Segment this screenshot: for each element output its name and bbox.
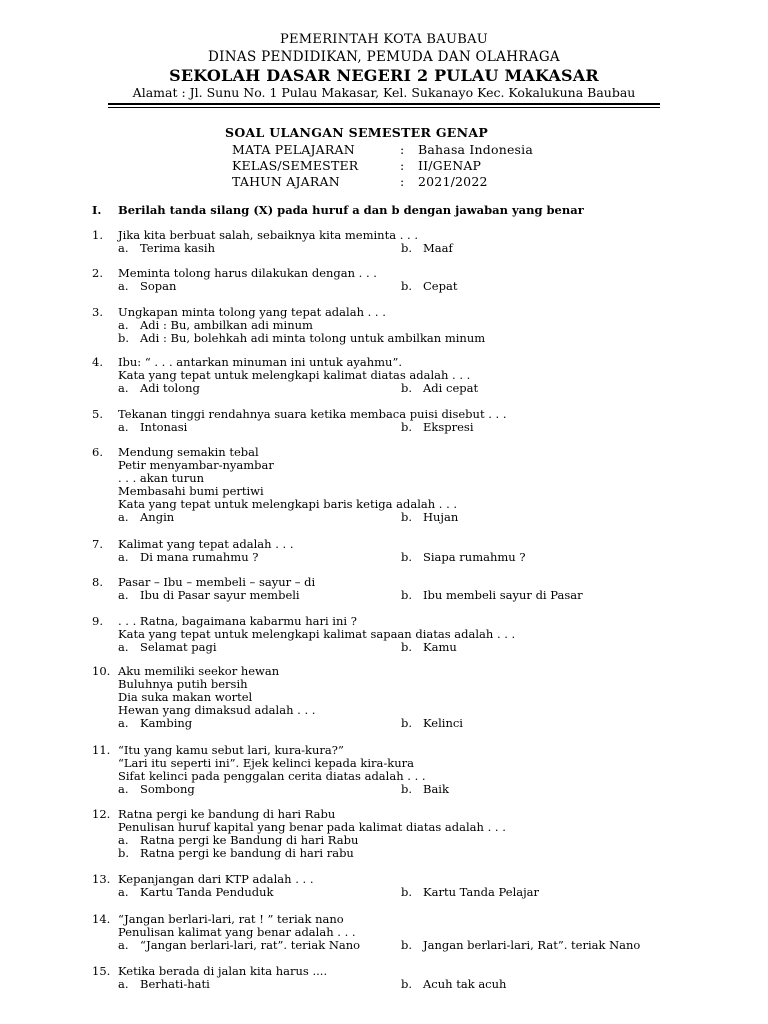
option-letter: b.: [401, 279, 413, 293]
section-number: I.: [92, 203, 102, 217]
option-letter: a.: [118, 420, 129, 434]
option-a-text: Adi : Bu, ambilkan adi minum: [140, 318, 313, 332]
option-letter: b.: [401, 420, 413, 434]
option-letter: b.: [118, 846, 130, 860]
option-b-text: Adi : Bu, bolehkah adi minta tolong untuk ambilkan minum: [140, 331, 486, 345]
option-b-text: Hujan: [423, 510, 459, 524]
option-letter: a.: [118, 885, 129, 899]
option-a-text: “Jangan berlari-lari, rat”. teriak Nano: [140, 938, 361, 952]
option-a-text: Kartu Tanda Penduduk: [140, 885, 274, 899]
question-text: Tekanan tinggi rendahnya suara ketika membaca puisi disebut . . .: [118, 407, 507, 421]
question-text: Ratna pergi ke bandung di hari Rabu: [118, 807, 336, 821]
option-b-text: Kartu Tanda Pelajar: [423, 885, 540, 899]
question-text: Aku memiliki seekor hewan: [118, 664, 280, 678]
option-letter: b.: [401, 381, 413, 395]
department-title: DINAS PENDIDIKAN, PEMUDA DAN OLAHRAGA: [208, 49, 560, 65]
option-letter: a.: [118, 833, 129, 847]
option-b-text: Baik: [423, 782, 449, 796]
question-text: Membasahi bumi pertiwi: [118, 484, 264, 498]
option-a-text: Ratna pergi ke Bandung di hari Rabu: [140, 833, 359, 847]
meta-row-class: [232, 158, 481, 173]
option-letter: a.: [118, 938, 129, 952]
meta-colon: :: [400, 142, 405, 157]
option-b-text: Jangan berlari-lari, Rat”. teriak Nano: [423, 938, 641, 952]
option-a-text: Intonasi: [140, 420, 188, 434]
option-b-text: Ibu membeli sayur di Pasar: [423, 588, 583, 602]
option-letter: b.: [401, 782, 413, 796]
question-text: Petir menyambar-nyambar: [118, 458, 274, 472]
option-b-text: Ratna pergi ke bandung di hari rabu: [140, 846, 354, 860]
question-number: 7.: [92, 537, 103, 551]
option-b-text: Kelinci: [423, 716, 463, 730]
government-title: PEMERINTAH KOTA BAUBAU: [279, 32, 489, 47]
meta-colon: :: [400, 174, 405, 189]
question-number: 1.: [92, 228, 103, 242]
question-number: 9.: [92, 614, 103, 628]
question-number: 6.: [92, 445, 103, 459]
option-b-text: Maaf: [423, 241, 453, 255]
option-letter: a.: [118, 510, 129, 524]
meta-colon: :: [400, 158, 405, 173]
option-letter: b.: [401, 588, 413, 602]
question-text: Kata yang tepat untuk melengkapi kalimat sapaan diatas adalah . . .: [118, 627, 516, 641]
option-letter: b.: [118, 331, 130, 345]
option-letter: a.: [118, 279, 129, 293]
question-number: 14.: [92, 912, 111, 926]
option-letter: a.: [118, 381, 129, 395]
school-address: Alamat : Jl. Sunu No. 1 Pulau Makasar, Kel. Sukanayo Kec. Kokalukuna Baubau: [132, 85, 636, 100]
question-text: Ketika berada di jalan kita harus ....: [118, 964, 328, 978]
option-letter: a.: [118, 318, 129, 332]
exam-title: SOAL ULANGAN SEMESTER GENAP: [225, 125, 489, 140]
option-b-text: Siapa rumahmu ?: [423, 550, 526, 564]
question-number: 3.: [92, 305, 103, 319]
question-number: 15.: [92, 964, 111, 978]
question-text: “Lari itu seperti ini”. Ejek kelinci kepada kira-kura: [118, 756, 415, 770]
question-number: 10.: [92, 664, 111, 678]
question-number: 8.: [92, 575, 103, 589]
option-a-text: Di mana rumahmu ?: [140, 550, 259, 564]
question-text: “Itu yang kamu sebut lari, kura-kura?”: [118, 743, 344, 757]
option-letter: b.: [401, 977, 413, 991]
question-number: 5.: [92, 407, 103, 421]
question-text: Ibu: “ . . . antarkan minuman ini untuk ayahmu”.: [118, 355, 402, 369]
option-letter: a.: [118, 241, 129, 255]
meta-value: 2021/2022: [418, 174, 488, 189]
question-number: 13.: [92, 872, 111, 886]
school-name: SEKOLAH DASAR NEGERI 2 PULAU MAKASAR: [169, 66, 599, 85]
option-a-text: Angin: [140, 510, 175, 524]
question-text: Jika kita berbuat salah, sebaiknya kita meminta . . .: [118, 228, 418, 242]
header-divider-thin: [108, 107, 660, 108]
question-text: Kalimat yang tepat adalah . . .: [118, 537, 294, 551]
question-number: 4.: [92, 355, 103, 369]
option-letter: a.: [118, 588, 129, 602]
option-b-text: Cepat: [423, 279, 458, 293]
option-letter: a.: [118, 782, 129, 796]
option-b-text: Ekspresi: [423, 420, 474, 434]
option-letter: b.: [401, 241, 413, 255]
question-text: . . . akan turun: [118, 471, 205, 485]
meta-key: KELAS/SEMESTER: [232, 158, 359, 173]
option-a-text: Selamat pagi: [140, 640, 217, 654]
option-letter: b.: [401, 938, 413, 952]
question-text: Kata yang tepat untuk melengkapi baris ketiga adalah . . .: [118, 497, 458, 511]
question-text: Hewan yang dimaksud adalah . . .: [118, 703, 316, 717]
meta-value: Bahasa Indonesia: [418, 142, 534, 157]
meta-key: MATA PELAJARAN: [232, 142, 355, 157]
question-number: 12.: [92, 807, 111, 821]
question-text: Ungkapan minta tolong yang tepat adalah . . .: [118, 305, 386, 319]
option-a-text: Sombong: [140, 782, 195, 796]
option-a-text: Berhati-hati: [140, 977, 210, 991]
option-a-text: Adi tolong: [140, 381, 200, 395]
option-letter: b.: [401, 716, 413, 730]
option-letter: a.: [118, 716, 129, 730]
option-letter: b.: [401, 510, 413, 524]
option-letter: a.: [118, 550, 129, 564]
option-b-text: Adi cepat: [423, 381, 479, 395]
question-text: Mendung semakin tebal: [118, 445, 259, 459]
option-letter: b.: [401, 550, 413, 564]
option-a-text: Ibu di Pasar sayur membeli: [140, 588, 300, 602]
option-letter: b.: [401, 885, 413, 899]
option-letter: a.: [118, 640, 129, 654]
meta-value: II/GENAP: [418, 158, 482, 173]
option-letter: a.: [118, 977, 129, 991]
option-b-text: Kamu: [423, 640, 457, 654]
question-text: Buluhnya putih bersih: [118, 677, 248, 691]
option-a-text: Terima kasih: [140, 241, 215, 255]
question-text: Kepanjangan dari KTP adalah . . .: [118, 872, 314, 886]
meta-key: TAHUN AJARAN: [232, 174, 340, 189]
question-text: . . . Ratna, bagaimana kabarmu hari ini ?: [118, 614, 357, 628]
option-letter: b.: [401, 640, 413, 654]
question-number: 2.: [92, 266, 103, 280]
question-text: Kata yang tepat untuk melengkapi kalimat diatas adalah . . .: [118, 368, 471, 382]
question-number: 11.: [92, 743, 111, 757]
question-text: Sifat kelinci pada penggalan cerita diatas adalah . . .: [118, 769, 426, 783]
question-text: Penulisan huruf kapital yang benar pada kalimat diatas adalah . . .: [118, 820, 506, 834]
option-a-text: Kambing: [140, 716, 193, 730]
question-text: Pasar – Ibu – membeli – sayur – di: [118, 575, 316, 589]
meta-row-subject: [232, 142, 533, 157]
question-text: Penulisan kalimat yang benar adalah . . .: [118, 925, 356, 939]
meta-row-year: [232, 174, 488, 189]
question-text: Dia suka makan wortel: [118, 690, 253, 704]
section-instruction: [92, 203, 584, 217]
instruction-text: Berilah tanda silang (X) pada huruf a dan b dengan jawaban yang benar: [118, 203, 584, 217]
option-b-text: Acuh tak acuh: [423, 977, 507, 991]
header-divider-thick: [108, 103, 660, 105]
option-a-text: Sopan: [140, 279, 177, 293]
question-text: Meminta tolong harus dilakukan dengan . . .: [118, 266, 377, 280]
question-text: “Jangan berlari-lari, rat ! ” teriak nano: [118, 912, 344, 926]
